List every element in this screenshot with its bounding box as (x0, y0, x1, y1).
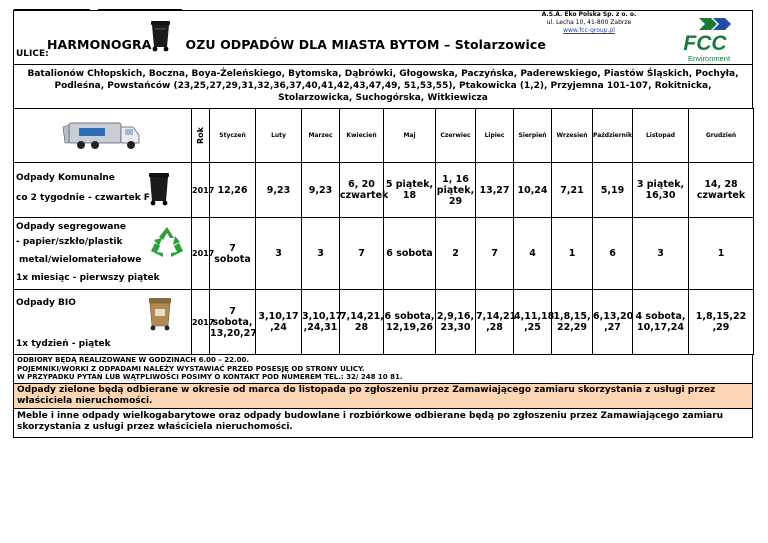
date-cell: 4 sobota, 10,17,24 (633, 290, 689, 355)
note-hours: ODBIORY BĘDĄ REALIZOWANE W GODZINACH 6.00 – 22.00. (17, 356, 250, 364)
date-cell: 9,23 (302, 163, 340, 218)
date-cell: 1 (552, 218, 593, 290)
row-sublabel: - papier/szkło/plastik (16, 237, 123, 247)
date-cell: 5 piątek, 18 (384, 163, 436, 218)
month-header: Lipiec (476, 109, 514, 163)
table-header-row (14, 109, 754, 163)
year-cell: 2017 (192, 290, 210, 355)
year-cell: 2017 (192, 218, 210, 290)
month-header: Sierpień (514, 109, 552, 163)
date-cell: 6 (593, 218, 633, 290)
date-cell: 3,10,17 ,24,31 (302, 290, 340, 355)
company-address: ul. Lecha 10, 41-800 Zabrze (546, 19, 632, 26)
month-header: Wrzesień (552, 109, 593, 163)
date-cell: 12,26 (210, 163, 256, 218)
row-label: Odpady Komunalne (16, 173, 115, 183)
waste-bin-icon (149, 18, 172, 52)
date-cell: 7 sobota (210, 218, 256, 290)
logo-text: FCC (683, 32, 727, 55)
date-cell: 7,14,21, 28 (340, 290, 384, 355)
recyclables-label-cell (14, 218, 192, 290)
row-sublabel: metal/wielomateriałowe (19, 255, 142, 265)
month-header: Grudzień (689, 109, 754, 163)
date-cell: 3,10,17 ,24 (256, 290, 302, 355)
row-frequency: co 2 tygodnie - czwartek F (16, 193, 150, 203)
date-cell: 14, 28 czwartek (689, 163, 754, 218)
streets-list: Batalionów Chłopskich, Boczna, Boya-Żeleńskiego, Bytomska, Dąbrówki, Głogowska, Paczyńska, Paderewskiego, Piastów Śląskich, Pochyła, Podleśna, Powstańców (23,25,27,29,31,32,36,37,40,41,42,43,47,49, 51,53,55), Ptakowicka (1,2), Przyjemna 101-107, Rokitnicka, Stolarzowicka, Suchogórska, Witkiewicza (13, 64, 753, 108)
month-header: Luty (256, 109, 302, 163)
month-header: Styczeń (210, 109, 256, 163)
month-header: Październik (593, 109, 633, 163)
bulky-waste-note: Meble i inne odpady wielkogabarytowe oraz odpady budowlane i rozbiórkowe odbierane będą po zgłoszeniu przez Zamawiającego zamiaru skorzystania z usługi przez właściciela nieruchomości. (13, 409, 753, 438)
date-cell: 1, 16 piątek, 29 (436, 163, 476, 218)
streets-label: ULICE: (16, 49, 49, 59)
month-header: Kwiecień (340, 109, 384, 163)
date-cell: 3 (633, 218, 689, 290)
note-placement: POJEMNIKI/WORKI Z ODPADAMI NALEŻY WYSTAWIAĆ PRZED POSESJĘ OD STRONY ULICY. (17, 364, 365, 373)
schedule-page (13, 10, 753, 438)
year-cell: 2017 (192, 163, 210, 218)
table-row (14, 218, 754, 290)
date-cell: 1 (689, 218, 754, 290)
company-info (534, 11, 644, 35)
month-header: Czerwiec (436, 109, 476, 163)
header (13, 10, 753, 64)
date-cell: 7 (476, 218, 514, 290)
date-cell: 7,14,21 ,28 (476, 290, 514, 355)
month-header: Listopad (633, 109, 689, 163)
date-cell: 6 sobota, 12,19,26 (384, 290, 436, 355)
collection-notes (13, 355, 753, 384)
date-cell: 4,11,18 ,25 (514, 290, 552, 355)
header-rule (14, 9, 182, 12)
table-row (14, 163, 754, 218)
row-label: Odpady BIO (16, 298, 76, 308)
recycle-icon (149, 225, 185, 259)
date-cell: 5,19 (593, 163, 633, 218)
date-cell: 1,8,15,22 ,29 (689, 290, 754, 355)
year-column-header: Rok (192, 109, 210, 163)
logo-subtitle: Environment (687, 54, 731, 63)
collection-schedule-table (13, 108, 754, 355)
row-frequency: 1x tydzień - piątek (16, 339, 111, 349)
garbage-truck-icon (61, 115, 145, 153)
date-cell: 7 (340, 218, 384, 290)
green-waste-note: Odpady zielone będą odbierane w okresie od marca do listopada po zgłoszeniu przez Zamawiającego zamiaru skorzystania z usługi przez właściciela nieruchomości. (13, 384, 753, 409)
date-cell: 6, 20 czwartek (340, 163, 384, 218)
date-cell: 3 (302, 218, 340, 290)
municipal-waste-label-cell (14, 163, 192, 218)
date-cell: 6,13,20 ,27 (593, 290, 633, 355)
date-cell: 7,21 (552, 163, 593, 218)
date-cell: 6 sobota (384, 218, 436, 290)
month-header: Maj (384, 109, 436, 163)
black-bin-icon (148, 171, 170, 207)
date-cell: 2 (436, 218, 476, 290)
date-cell: 10,24 (514, 163, 552, 218)
month-header: Marzec (302, 109, 340, 163)
table-row (14, 290, 754, 355)
garbage-truck-cell (14, 109, 192, 163)
brown-bin-icon (148, 296, 172, 332)
row-frequency: 1x miesiąc - pierwszy piątek (16, 273, 160, 283)
row-label: Odpady segregowane (16, 222, 127, 232)
page-title (47, 37, 546, 52)
company-website-link[interactable]: www.fcc-group.pl (563, 27, 615, 34)
company-name: A.S.A. Eko Polska Sp. z o. o. (541, 11, 637, 18)
date-cell: 9,23 (256, 163, 302, 218)
date-cell: 2,9,16, 23,30 (436, 290, 476, 355)
date-cell: 3 (256, 218, 302, 290)
date-cell: 13,27 (476, 163, 514, 218)
date-cell: 4 (514, 218, 552, 290)
date-cell: 7 sobota, 13,20,27 (210, 290, 256, 355)
title-left: HARMONOGRA (47, 37, 152, 52)
date-cell: 3 piątek, 16,30 (633, 163, 689, 218)
date-cell: 1,8,15, 22,29 (552, 290, 593, 355)
note-contact: W PRZYPADKU PYTAŃ LUB WĄTPLIWOŚCI POSIMY O KONTAKT POD NUMEREM TEL.: 32/ 248 10 81. (17, 373, 403, 381)
title-right: OZU ODPADÓW DLA MIASTA BYTOM – Stolarzowice (185, 37, 546, 52)
fcc-logo (669, 15, 747, 63)
bio-waste-label-cell (14, 290, 192, 355)
